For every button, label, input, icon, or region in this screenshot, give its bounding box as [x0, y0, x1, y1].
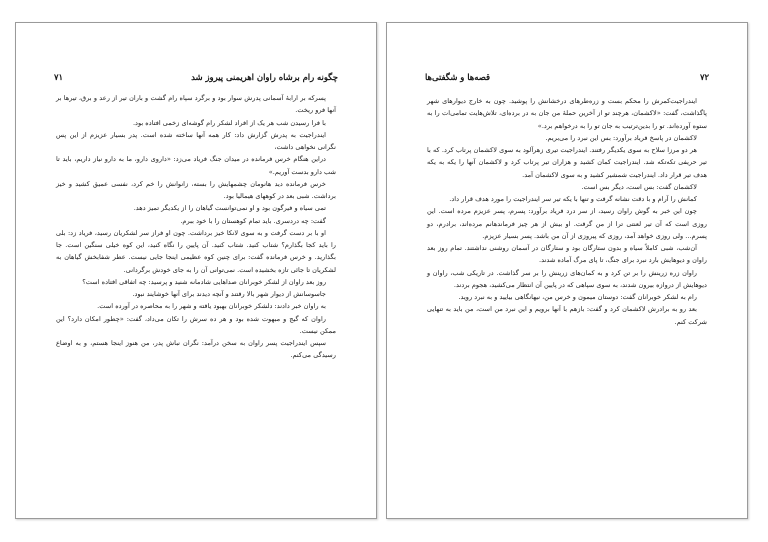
left-book-page — [15, 22, 377, 519]
paragraph: آن‌شب، شبی کاملاً سیاه و بدون ستارگان بود و ستارگان در آسمان روشنی نداشتند. تمام روز بعد راوان و دیوهایش بارد نبرد برای جنگ، تا پای مرگ آماده شدند. — [427, 244, 707, 265]
paragraph: ایندراجیت به پدرش گزارش داد: کار همه آنها ساخته شده است. پدر بسیار عزیزم از این پس نگرانی نخواهی داشت، — [56, 130, 336, 151]
right-book-page — [386, 22, 748, 519]
left-page-body — [56, 92, 336, 362]
paragraph: گفت: چه دردسری. باید تمام کوهستان را با خود ببرم. — [180, 216, 326, 225]
paragraph: به راوان خبر دادند: دلشکر خوبرانان بهبود یافته و شهر را به محاصره در آورده است. — [97, 302, 326, 311]
paragraph: راوان که گیج و مبهوت شده بود و هر ده سرش را تکان می‌داد، گفت: «چطور امکان دارد؟ این ممکن نیست. — [56, 314, 336, 335]
paragraph: لاکشمان گفت: بس است، دیگر بس است. — [581, 182, 697, 191]
paragraph: راوان زره زرینش را بر تن کرد و به کمان‌های زرینش را بر سر گذاشت. در تاریکی شب، راوان و دیوهایش از دروازه بیرون شدند، به سوی سپاهی که در پایین آن انتظار می‌کشید، هجوم بردند. — [427, 268, 707, 289]
paragraph: دراین هنگام خرس فرمانده در میدان جنگ فریاد می‌زد: «داروی دارو، ما به دارو نیاز داریم، باید تا شب دارو بدست آوریم.» — [56, 155, 336, 176]
right-page-body — [427, 95, 707, 328]
paragraph: خرس فرمانده دید هانومان چشمهایش را بسته، زانوانش را خم کرد، نفسی عمیق کشید و خیز برداشت. شبی بعد در کوههای هیمالیا بود. — [56, 179, 336, 200]
right-page-header — [425, 70, 709, 84]
paragraph: روز بعد راوان از لشکر خوبرانان صداهایی شادمانه شنید و پرسید: چه اتفاقی افتاده است؟ — [82, 277, 326, 286]
paragraph: سپس ایندراجیت پسر راوان به سخن درآمد: نگران نباش پدر، من هنوز اینجا هستم، و به اوضاع رسیدگی می‌کنم. — [56, 339, 336, 360]
left-page-number: ۷۱ — [54, 72, 63, 82]
paragraph: جاسوسانش از دیوار شهر بالا رفتند و آنچه دیدند برای آنها خوشایند نبود. — [132, 290, 326, 298]
right-page-number: ۷۲ — [700, 72, 709, 82]
right-page-running-title: قصه‌ها و شگفتی‌ها — [425, 72, 490, 82]
paragraph: پسرکه بر ارابهٔ آسمانی پدرش سوار بود و برگرد سپاه رام گشت و باران تیر از رعد و برق، تیرها بر آنها فرو ریخت. — [56, 94, 336, 115]
paragraph: با فرا رسیدن شب هر یک از افراد لشکر رام گوشه‌ای زخمی افتاده بود. — [132, 118, 326, 127]
paragraph: کمانش را آرام و با دقت نشانه گرفت و تنها با یکه تیر سر ایندراجیت را مورد هدف قرار داد. — [449, 195, 697, 203]
left-page-running-title: چگونه رام برشاه راوان اهریمنی پیروز شد — [191, 72, 338, 82]
paragraph: چون این خبر به گوش راوان رسید، از سر درد فریاد برآورد: پسرم، پسر عزیزم مرده است. این روزی است که آن تیر لعنتی ترا از من گرفت. او بیش از هر چیز فرماندهانم مرده‌اند، برادرم، دو پسرم... ولی روزی خواهد آمد، روزی که پیروزی از آن من باشد. پسر بسیار عزیزم. — [427, 207, 707, 240]
left-page-header — [54, 70, 338, 84]
paragraph: رام به لشکر خوبرانان گفت: دوستان میمون و خرس من، نیهانگاهی بیایید و به نبرد روید. — [458, 293, 697, 301]
paragraph: بعد رو به برادرش لاکشمان کرد و گفت: بازهم با آنها برویم و این نبرد من است، من باید به تنهایی شرکت کنم. — [427, 305, 707, 326]
paragraph: هر دو مرزا سلاح به سوی یکدیگر رفتند. ایندراجیت تیری زهرآلود به سوی لاکشمان پرتاب کرد. که با تیر حریفی تکه‌تکه شد. ایندراجیت کمان کشید و هزاران تیر پرتاب کرد و لاکشمان آنها را یکه به یکه هدف تیر قرار داد. ایندراجیت شمشیر کشید و به سوی لاکشمان آمد. — [427, 146, 707, 179]
paragraph: او با بر دست گرفت و به سوی لانکا خیز برداشت. چون او فراز سر لشکریان رسید، فریاد زد: بلی را باید کجا بگذارم؟ شتاب کنید. شتاب کنید. آن پایین را نگاه کنید، این کوه خیلی سنگین است. جا بگذارید. و خرس فرمانده گفت: برای چنین کوه عظیمی اینجا جایی نیست. عطر شفابخش گیاهان به لشکریان تا جائی تازه بخشیده است. نمی‌توانی آن را به جای خودش برگردانی. — [56, 228, 336, 274]
paragraph: ایندراجیت‌کمرش را محکم بست و زره‌طرهای درخشانش را پوشید. چون به خارج دیوارهای شهر پاگذاشت، گفت: «لاکشمان، هرچند تو از آخرین حملهٔ من جان به در برده‌ای، تلاش‌هایت تمامی‌ات را به ستوه آورده‌اند. تو را بدین‌ترتیب به جان تو را به درخواهم برد.» — [427, 97, 707, 130]
paragraph: لاکشمان در پاسخ فریاد برآورد: بس این نبرد را می‌بریم. — [545, 133, 697, 142]
paragraph: تمی سیاه و فیرگون بود و او نمی‌توانست گیاهان را از یکدیگر تمیز دهد. — [133, 204, 326, 213]
